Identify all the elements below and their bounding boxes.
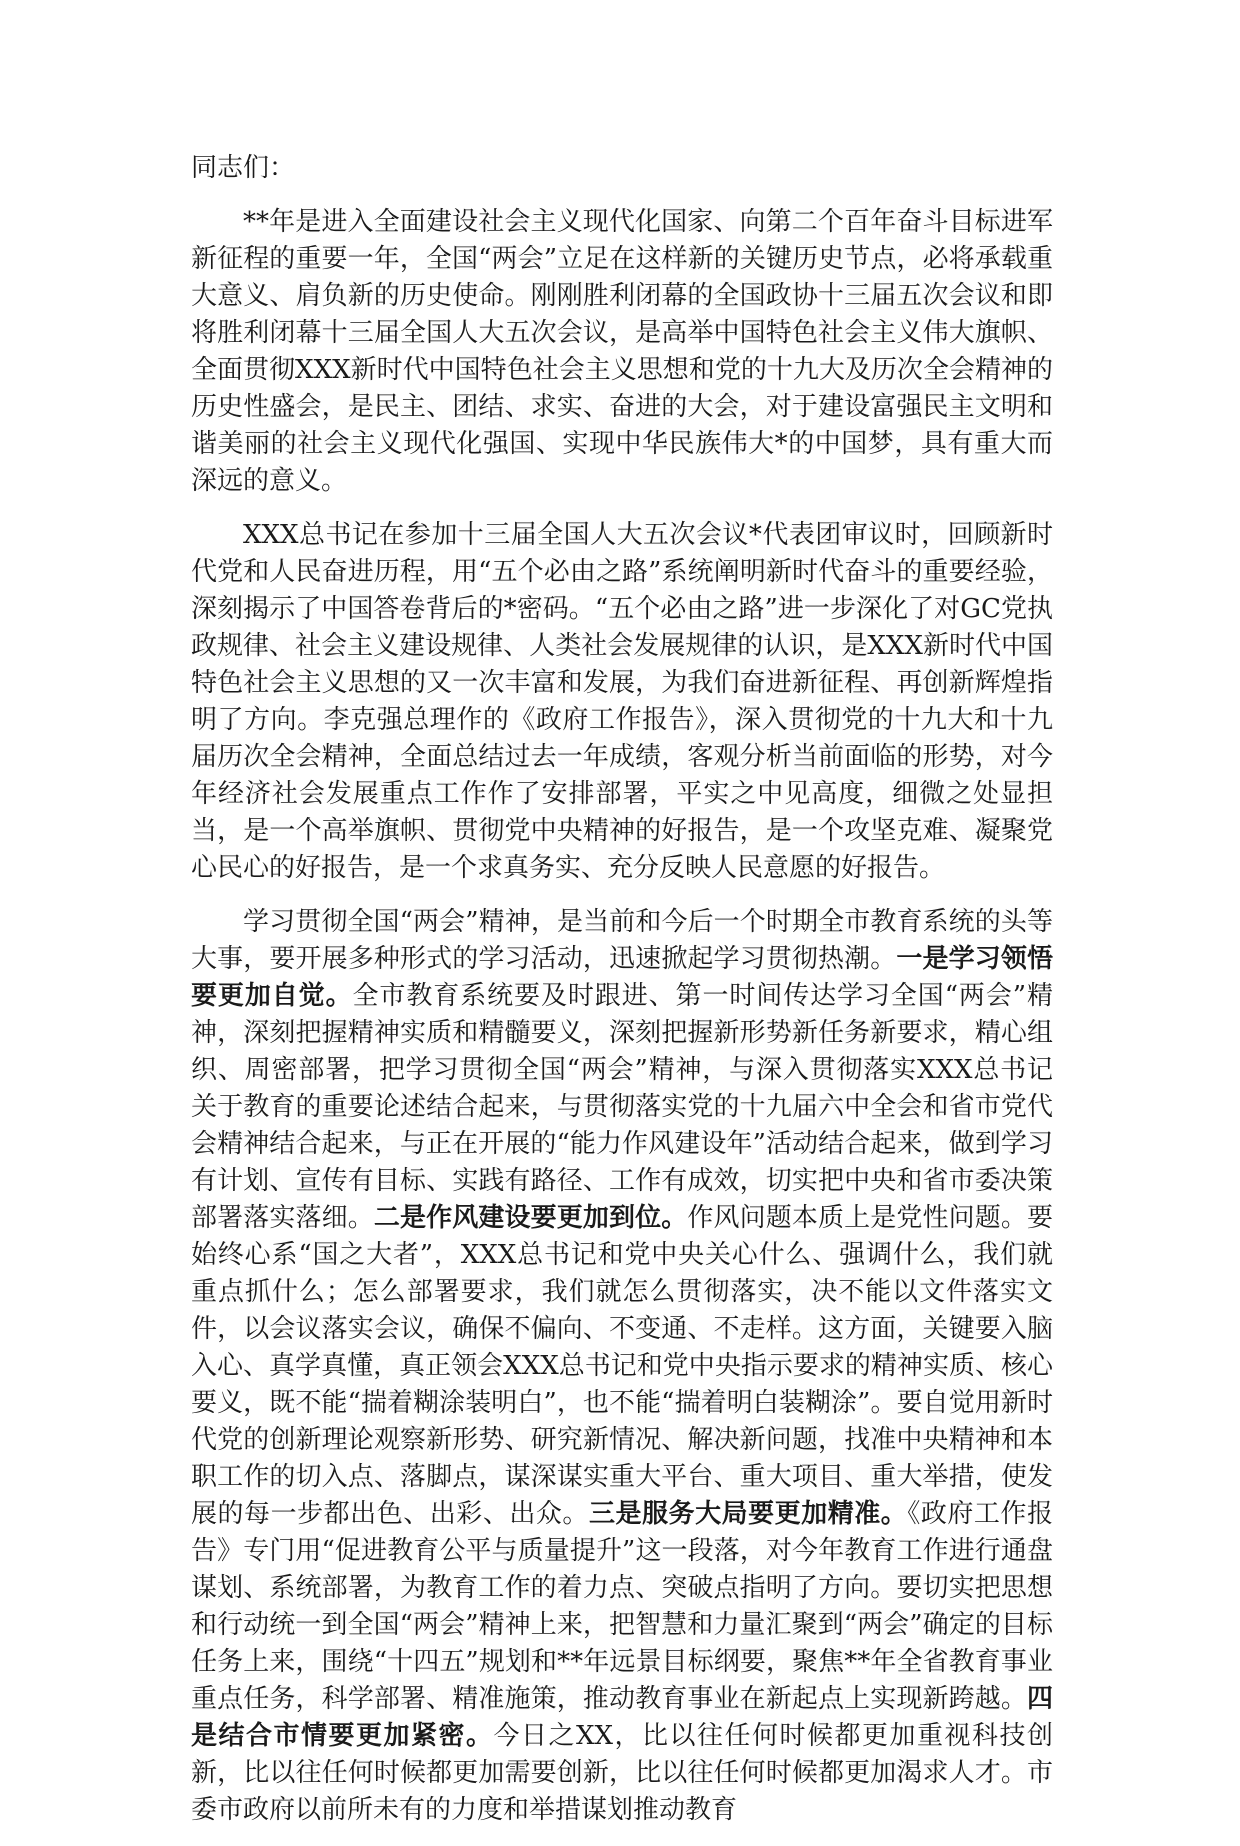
paragraph-text: 今日之XX，比以往任何时候都更加重视科技创新，比以往任何时候都更加需要创新，比以往任何时候都更加渴求人才。市委市政府以前所未有的力度和举措谋划推动教育	[191, 1721, 1053, 1825]
paragraph-text: 全市教育系统要及时跟进、第一时间传达学习全国“两会”精神，深刻把握精神实质和精髓要义，深刻把握新形势新任务新要求，精心组织、周密部署，把学习贯彻全国“两会”精神，与深入贯彻落实XXX总书记关于教育的重要论述结合起来，与贯彻落实党的十九届六中全会和省市党代会精神结合起来，与正在开展的“能力作风建设年”活动结合起来，做到学习有计划、宣传有目标、实践有路径、工作有成效，切实把中央和省市委决策部署落实落细。	[191, 981, 1053, 1233]
bold-heading-4: 四是结合市情要更加紧密。	[191, 1684, 1053, 1751]
paragraph-2	[191, 517, 1053, 887]
bold-heading-1: 一是学习领悟要更加自觉。	[191, 944, 1053, 1011]
paragraph-text: **年是进入全面建设社会主义现代化国家、向第二个百年奋斗目标进军新征程的重要一年，全国“两会”立足在这样新的关键历史节点，必将承载重大意义、肩负新的历史使命。刚刚胜利闭幕的全国政协十三届五次会议和即将胜利闭幕十三届全国人大五次会议，是高举中国特色社会主义伟大旗帜、全面贯彻XXX新时代中国特色社会主义思想和党的十九大及历次全会精神的历史性盛会，是民主、团结、求实、奋进的大会，对于建设富强民主文明和谐美丽的社会主义现代化强国、实现中华民族伟大*的中国梦，具有重大而深远的意义。	[191, 207, 1053, 496]
paragraph-text: 《政府工作报告》专门用“促进教育公平与质量提升”这一段落，对今年教育工作进行通盘谋划、系统部署，为教育工作的着力点、突破点指明了方向。要切实把思想和行动统一到全国“两会”精神上来，把智慧和力量汇聚到“两会”确定的目标任务上来，围绕“十四五”规划和**年远景目标纲要，聚焦**年全省教育事业重点任务，科学部署、精准施策，推动教育事业在新起点上实现新跨越。	[191, 1499, 1053, 1714]
paragraph-1	[191, 204, 1053, 500]
paragraph-text: XXX总书记在参加十三届全国人大五次会议*代表团审议时，回顾新时代党和人民奋进历程，用“五个必由之路”系统阐明新时代奋斗的重要经验，深刻揭示了中国答卷背后的*密码。“五个必由之路”进一步深化了对GC党执政规律、社会主义建设规律、人类社会发展规律的认识，是XXX新时代中国特色社会主义思想的又一次丰富和发展，为我们奋进新征程、再创新辉煌指明了方向。李克强总理作的《政府工作报告》，深入贯彻党的十九大和十九届历次全会精神，全面总结过去一年成绩，客观分析当前面临的形势，对今年经济社会发展重点工作作了安排部署，平实之中见高度，细微之处显担当，是一个高举旗帜、贯彻党中央精神的好报告，是一个攻坚克难、凝聚党心民心的好报告，是一个求真务实、充分反映人民意愿的好报告。	[191, 520, 1053, 883]
greeting: 同志们：	[191, 153, 296, 183]
document-body	[191, 150, 1053, 1846]
paragraph-3	[191, 904, 1053, 1829]
paragraph-text: 作风问题本质上是党性问题。要始终心系“国之大者”，XXX总书记和党中央关心什么、强调什么，我们就重点抓什么；怎么部署要求，我们就怎么贯彻落实，决不能以文件落实文件，以会议落实会议，确保不偏向、不变通、不走样。这方面，关键要入脑入心、真学真懂，真正领会XXX总书记和党中央指示要求的精神实质、核心要义，既不能“揣着糊涂装明白”，也不能“揣着明白装糊涂”。要自觉用新时代党的创新理论观察新形势、研究新情况、解决新问题，找准中央精神和本职工作的切入点、落脚点，谋深谋实重大平台、重大项目、重大举措，使发展的每一步都出色、出彩、出众。	[191, 1203, 1053, 1529]
paragraph-text: 学习贯彻全国“两会”精神，是当前和今后一个时期全市教育系统的头等大事，要开展多种形式的学习活动，迅速掀起学习贯彻热潮。	[191, 907, 1053, 974]
bold-heading-3: 三是服务大局要更加精准。	[588, 1499, 908, 1529]
bold-heading-2: 二是作风建设要更加到位。	[373, 1203, 688, 1233]
